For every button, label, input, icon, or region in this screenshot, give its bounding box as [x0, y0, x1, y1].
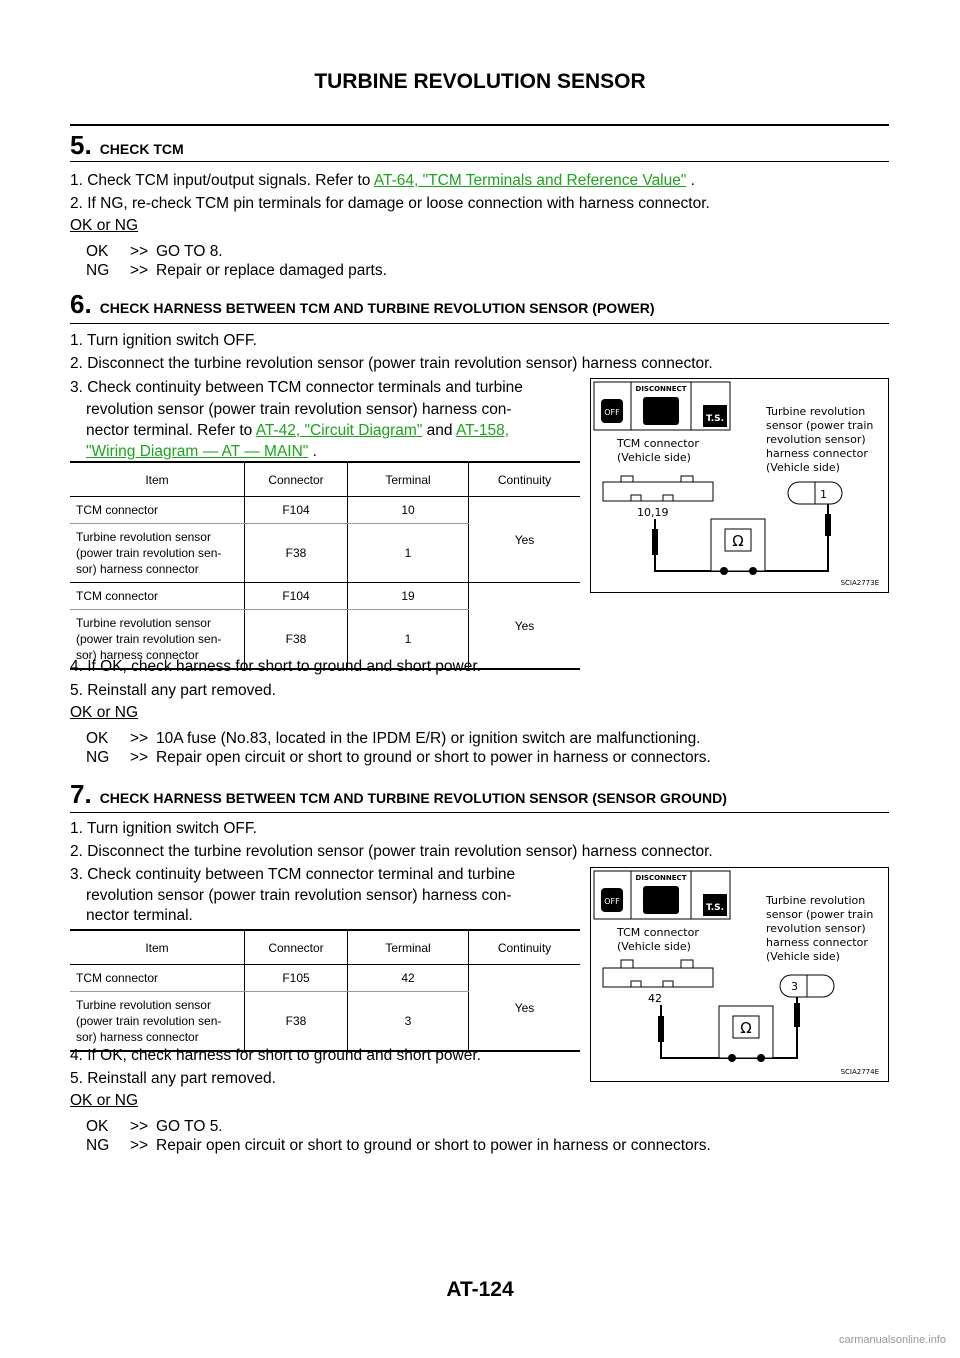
reference-link[interactable]: AT-158,	[455, 422, 510, 439]
instruction-line: 5. Reinstall any part removed.	[70, 1070, 276, 1087]
result-arrow: >>	[130, 730, 149, 747]
step-title: CHECK HARNESS BETWEEN TCM AND TURBINE REVOLUTION SENSOR (SENSOR GROUND)	[99, 790, 727, 806]
item-line: sor) harness connector	[76, 648, 199, 662]
sensor-label: revolution sensor)	[766, 922, 866, 935]
page-title: TURBINE REVOLUTION SENSOR	[314, 70, 646, 93]
table-row	[70, 583, 580, 610]
sensor-label: Turbine revolution	[766, 405, 866, 418]
item-cell: TCM connector	[70, 583, 245, 610]
instruction-line: 3. Check continuity between TCM connector terminals and turbine	[70, 379, 523, 396]
result-text: Repair or replace damaged parts.	[156, 262, 387, 279]
result-ng	[86, 1136, 711, 1155]
connector-cell: F38	[245, 524, 348, 583]
table-row	[70, 497, 580, 524]
continuity-cell: Yes	[469, 583, 581, 670]
column-header: Terminal	[348, 462, 469, 497]
step-6-heading	[70, 289, 655, 320]
item-line: Turbine revolution sensor	[76, 616, 211, 630]
item-cell	[70, 992, 245, 1052]
connector-cell: F105	[245, 965, 348, 992]
result-text: GO TO 8.	[156, 243, 223, 260]
figure-code: SCIA2774E	[840, 1068, 879, 1076]
result-arrow: >>	[130, 262, 149, 279]
sensor-label: harness connector	[766, 447, 868, 460]
instruction-line: 3. Check continuity between TCM connector terminal and turbine	[70, 866, 516, 883]
tcm-terminal-label: 10,19	[637, 506, 669, 519]
step-number: 7.	[70, 779, 92, 809]
ok-or-ng-label: OK or NG	[70, 217, 139, 234]
instruction-text: nector terminal. Refer to	[86, 422, 253, 439]
instruction-line: nector terminal.	[86, 907, 193, 924]
step-divider	[70, 323, 889, 324]
step-title: CHECK HARNESS BETWEEN TCM AND TURBINE REVOLUTION SENSOR (POWER)	[99, 300, 655, 316]
terminal-cell: 3	[348, 992, 469, 1052]
column-header: Terminal	[348, 930, 469, 965]
ts-label: T.S.	[705, 903, 725, 913]
instruction-text: 1. Check TCM input/output signals. Refer to	[70, 172, 371, 189]
result-ok	[86, 242, 223, 261]
instruction-line: 4. If OK, check harness for short to ground and short power.	[70, 1047, 481, 1064]
item-line: (power train revolution sen-	[76, 1014, 222, 1028]
table-header-row	[70, 462, 580, 497]
result-key: OK	[86, 730, 109, 747]
instruction-line: 2. Disconnect the turbine revolution sensor (power train revolution sensor) harness connector.	[70, 843, 713, 860]
off-label: OFF	[604, 408, 620, 417]
instruction-line: 1. Turn ignition switch OFF.	[70, 332, 257, 349]
ts-label: T.S.	[705, 414, 725, 424]
result-text: Repair open circuit or short to ground or short to power in harness or connectors.	[156, 749, 711, 766]
sensor-terminal-label: 1	[820, 488, 827, 501]
tcm-label: (Vehicle side)	[617, 940, 691, 953]
disconnect-label: DISCONNECT	[635, 385, 687, 393]
reference-link[interactable]: AT-64, "TCM Terminals and Reference Value"	[373, 172, 687, 189]
result-key: OK	[86, 243, 109, 260]
ok-or-ng-label: OK or NG	[70, 704, 139, 721]
instruction-line: 4. If OK, check harness for short to ground and short power.	[70, 658, 481, 675]
result-key: NG	[86, 1137, 110, 1154]
result-key: OK	[86, 1118, 109, 1135]
ohm-symbol: Ω	[732, 532, 744, 550]
column-header: Item	[70, 930, 245, 965]
step-number: 6.	[70, 289, 92, 319]
result-text: 10A fuse (No.83, located in the IPDM E/R) or ignition switch are malfunctioning.	[156, 730, 701, 747]
continuity-cell: Yes	[469, 965, 581, 1052]
wiring-diagram	[591, 379, 888, 592]
instruction-line: 5. Reinstall any part removed.	[70, 682, 276, 699]
reference-link[interactable]: AT-42, "Circuit Diagram"	[255, 422, 423, 439]
connector-cell: F38	[245, 610, 348, 670]
result-text: GO TO 5.	[156, 1118, 223, 1135]
disconnect-label: DISCONNECT	[635, 874, 687, 882]
result-key: NG	[86, 262, 110, 279]
instruction-text: .	[686, 172, 695, 189]
instruction-line: revolution sensor (power train revolution sensor) harness con-	[86, 401, 512, 418]
sensor-label: Turbine revolution	[766, 894, 866, 907]
item-cell: TCM connector	[70, 497, 245, 524]
tcm-label: TCM connector	[617, 437, 699, 450]
off-label: OFF	[604, 897, 620, 906]
connector-cell: F38	[245, 992, 348, 1052]
instruction-line	[86, 420, 509, 442]
result-text: Repair open circuit or short to ground or short to power in harness or connectors.	[156, 1137, 711, 1154]
instruction-text: .	[308, 443, 317, 460]
sensor-connector	[788, 482, 842, 504]
probe	[658, 1016, 664, 1042]
ok-or-ng-label: OK or NG	[70, 1092, 139, 1109]
probe	[652, 529, 658, 555]
disconnect-icon	[594, 382, 730, 430]
instruction-line: 2. If NG, re-check TCM pin terminals for damage or loose connection with harness connector.	[70, 195, 710, 212]
terminal-cell: 10	[348, 497, 469, 524]
step-divider	[70, 812, 889, 813]
page-number: AT-124	[446, 1278, 514, 1301]
figure-code: SCIA2773E	[840, 579, 879, 587]
tcm-connector	[603, 476, 713, 501]
instruction-line	[86, 441, 317, 463]
result-arrow: >>	[130, 243, 149, 260]
sensor-label: revolution sensor)	[766, 433, 866, 446]
column-header: Connector	[245, 930, 348, 965]
ohmmeter-icon	[711, 519, 765, 575]
header-divider	[70, 124, 889, 126]
step-divider	[70, 161, 889, 162]
ohm-symbol: Ω	[740, 1019, 752, 1037]
terminal-cell: 1	[348, 524, 469, 583]
sensor-label: (Vehicle side)	[766, 461, 840, 474]
terminal-cell: 1	[348, 610, 469, 670]
instruction-line: 2. Disconnect the turbine revolution sensor (power train revolution sensor) harness connector.	[70, 355, 713, 372]
sensor-label: (Vehicle side)	[766, 950, 840, 963]
item-line: (power train revolution sen-	[76, 632, 222, 646]
step-5-heading	[70, 130, 184, 161]
tcm-label: TCM connector	[617, 926, 699, 939]
sensor-label: harness connector	[766, 936, 868, 949]
reference-link[interactable]: "Wiring Diagram — AT — MAIN"	[86, 443, 309, 460]
column-header: Continuity	[469, 930, 581, 965]
result-arrow: >>	[130, 1118, 149, 1135]
step-7-heading	[70, 779, 727, 810]
item-line: Turbine revolution sensor	[76, 530, 211, 544]
tcm-label: (Vehicle side)	[617, 451, 691, 464]
continuity-table	[70, 461, 580, 670]
wiring-figure-ground	[590, 867, 889, 1082]
column-header: Continuity	[469, 462, 581, 497]
connector-cell: F104	[245, 583, 348, 610]
disconnect-icon	[594, 871, 730, 919]
watermark[interactable]: carmanualsonline.info	[838, 1334, 946, 1346]
wiring-figure-power	[590, 378, 889, 593]
item-cell: TCM connector	[70, 965, 245, 992]
sensor-label: sensor (power train	[766, 419, 874, 432]
result-ok	[86, 1117, 223, 1136]
step-number: 5.	[70, 130, 92, 160]
table-header-row	[70, 930, 580, 965]
item-line: sor) harness connector	[76, 562, 199, 576]
probe	[794, 1003, 800, 1027]
instruction-line: revolution sensor (power train revolution sensor) harness con-	[86, 887, 512, 904]
item-line: (power train revolution sen-	[76, 546, 222, 560]
result-key: NG	[86, 749, 110, 766]
sensor-label: sensor (power train	[766, 908, 874, 921]
item-line: Turbine revolution sensor	[76, 998, 211, 1012]
result-ng	[86, 261, 387, 280]
ohmmeter-icon	[719, 1006, 773, 1062]
column-header: Item	[70, 462, 245, 497]
item-line: sor) harness connector	[76, 1030, 199, 1044]
terminal-cell: 19	[348, 583, 469, 610]
probe	[825, 514, 831, 536]
table-row	[70, 965, 580, 992]
column-header: Connector	[245, 462, 348, 497]
connector-cell: F104	[245, 497, 348, 524]
instruction-line: 1. Turn ignition switch OFF.	[70, 820, 257, 837]
step-title: CHECK TCM	[99, 141, 184, 157]
sensor-terminal-label: 3	[791, 980, 798, 993]
tcm-terminal-label: 42	[648, 992, 662, 1005]
wiring-diagram	[591, 868, 888, 1081]
result-arrow: >>	[130, 749, 149, 766]
continuity-table	[70, 929, 580, 1052]
instruction-line	[70, 170, 695, 192]
sensor-connector	[780, 975, 834, 997]
tcm-connector	[603, 960, 713, 987]
instruction-text: and	[422, 422, 453, 439]
terminal-cell: 42	[348, 965, 469, 992]
continuity-cell: Yes	[469, 497, 581, 583]
item-cell	[70, 524, 245, 583]
result-ng	[86, 748, 711, 767]
result-ok	[86, 729, 701, 748]
result-arrow: >>	[130, 1137, 149, 1154]
